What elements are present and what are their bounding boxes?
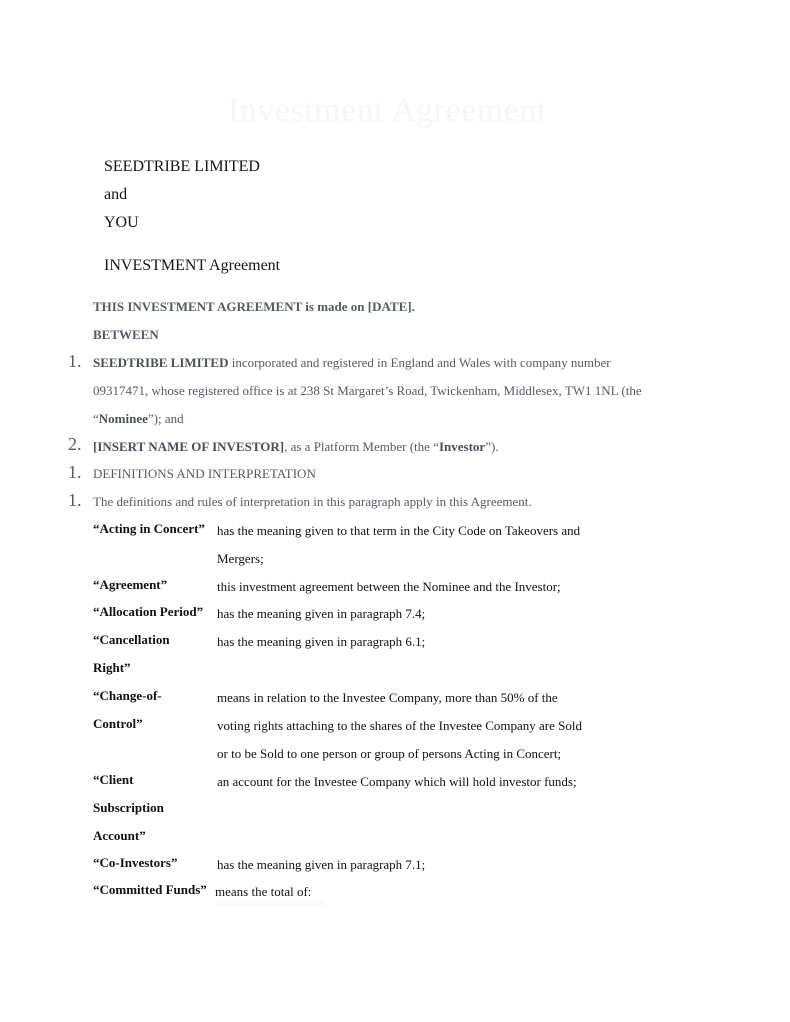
definition-term: “Agreement”	[93, 577, 168, 592]
definition-text: has the meaning given in paragraph 7.4;	[217, 606, 426, 621]
clause-text: The definitions and rules of interpretation in this paragraph apply in this Agreement.	[93, 494, 532, 509]
definition-term: Account”	[93, 828, 146, 843]
party-line-you: YOU	[104, 214, 139, 231]
definition-text: has the meaning given in paragraph 6.1;	[217, 634, 426, 649]
made-on-line: THIS INVESTMENT AGREEMENT is made on [DATE].	[93, 299, 415, 314]
definition-term: “Cancellation	[93, 632, 170, 647]
section-number: 1.	[68, 462, 82, 482]
party-1-line-3	[93, 411, 184, 427]
party-line-seedtribe: SEEDTRIBE LIMITED	[104, 158, 260, 175]
nominee-term: Nominee	[98, 411, 148, 426]
party-1-name: SEEDTRIBE LIMITED	[93, 355, 229, 370]
party-1-line-1	[93, 355, 611, 371]
clause-number: 1.	[68, 490, 82, 510]
party-1-text: incorporated and registered in England and Wales with company number	[228, 355, 611, 370]
definition-text: has the meaning given to that term in the City Code on Takeovers and	[217, 523, 581, 538]
definition-text: voting rights attaching to the shares of the Investee Company are Sold	[217, 718, 582, 733]
definition-term: “Client	[93, 772, 134, 787]
definition-text: means in relation to the Investee Company, more than 50% of the	[217, 690, 558, 705]
party-2-end: ”).	[485, 439, 499, 454]
list-number: 2.	[68, 434, 82, 454]
definition-text: has the meaning given in paragraph 7.1;	[217, 857, 426, 872]
between-heading: BETWEEN	[93, 327, 159, 342]
quote-open: “	[93, 411, 99, 426]
definition-term: “Change-of-	[93, 688, 162, 703]
definition-text: or to be Sold to one person or group of persons Acting in Concert;	[217, 746, 562, 761]
investor-term: Investor	[438, 439, 486, 454]
party-line-and: and	[104, 186, 128, 203]
party-2-name: [INSERT NAME OF INVESTOR]	[93, 439, 285, 454]
definition-term: “Co-Investors”	[93, 855, 178, 870]
definition-term: “Committed Funds”	[93, 882, 207, 897]
definition-text: an account for the Investee Company which will hold investor funds;	[217, 774, 577, 789]
definition-text: this investment agreement between the Nominee and the Investor;	[217, 579, 561, 594]
definition-term: Control”	[93, 716, 143, 731]
definition-term: Subscription	[93, 800, 164, 815]
faint-text-artifact	[215, 900, 325, 906]
section-heading: DEFINITIONS AND INTERPRETATION	[93, 466, 316, 481]
definition-term: “Acting in Concert”	[93, 521, 205, 536]
list-number: 1.	[68, 351, 82, 371]
definition-text: means the total of:	[215, 884, 312, 899]
party-1-line-2: 09317471, whose registered office is at 238 St Margaret’s Road, Twickenham, Middlesex, TW1 1NL (the	[93, 383, 642, 398]
party-2-line	[93, 439, 499, 455]
definition-text: Mergers;	[217, 551, 264, 566]
definition-term: Right”	[93, 660, 131, 675]
party-2-text: , as a Platform Member (the “	[284, 439, 439, 454]
definition-term: “Allocation Period”	[93, 604, 204, 619]
watermark-title: Investment Agreement	[228, 92, 547, 129]
document-title: INVESTMENT Agreement	[104, 257, 281, 274]
quote-close: ”); and	[147, 411, 184, 426]
